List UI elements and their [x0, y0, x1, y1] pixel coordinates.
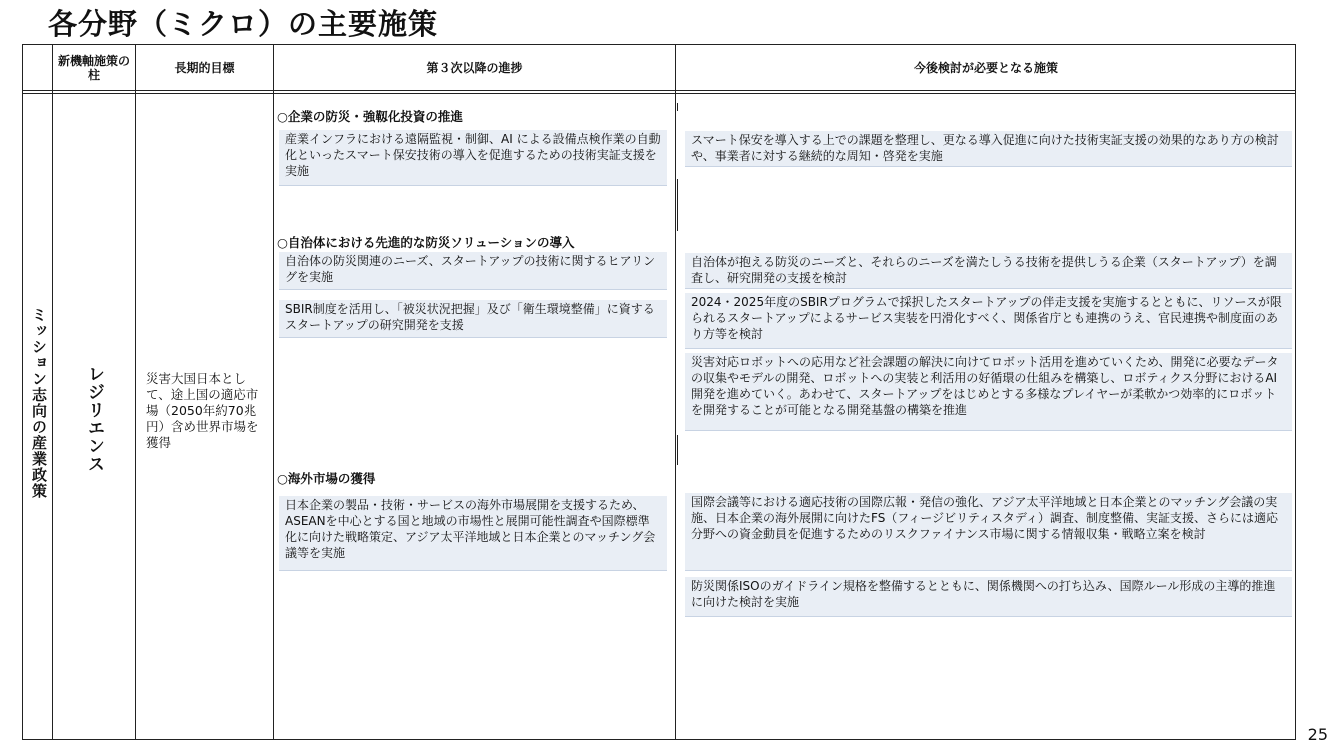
tick-mark	[677, 179, 678, 231]
future-item: 災害対応ロボットへの応用など社会課題の解決に向けてロボット活用を進めていくため、開発に必要なデータの収集やモデルの開発、ロボットへの実装と利活用の好循環の仕組みを構築し、ロボティクス分野におけるAI開発を進めていく。あわせて、スタートアップをはじめとする多様なプレイヤーが柔軟かつ効率的にロボットを開発することが可能となる開発基盤の構築を推進	[685, 353, 1292, 431]
pillar-label: レジリエンス	[84, 365, 104, 473]
page-number: 25	[1307, 725, 1328, 744]
col-divider	[52, 45, 53, 739]
section-title: ○自治体における先進的な防災ソリューションの導入	[277, 235, 575, 250]
section-title: ○企業の防災・強靱化投資の推進	[277, 109, 463, 124]
col-divider	[273, 45, 274, 739]
header-divider	[23, 93, 1295, 94]
progress-item: 自治体の防災関連のニーズ、スタートアップの技術に関するヒアリングを実施	[279, 252, 667, 290]
future-item: スマート保安を導入する上での課題を整理し、更なる導入促進に向けた技術実証支援の効果的なあり方の検討や、事業者に対する継続的な周知・啓発を実施	[685, 131, 1292, 167]
page-title: 各分野（ミクロ）の主要施策	[48, 7, 439, 41]
future-item: 2024・2025年度のSBIRプログラムで採択したスタートアップの伴走支援を実施するとともに、リソースが限られるスタートアップによるサービス実装を円滑化すべく、関係省庁とも連携のうえ、官民連携や制度面のあり方等を検討	[685, 293, 1292, 349]
long-term-goal: 災害大国日本として、途上国の適応市場（2050年約70兆円）含め世界市場を獲得	[146, 371, 259, 450]
future-item: 防災関係ISOのガイドライン規格を整備するとともに、関係機関への打ち込み、国際ルール形成の主導的推進に向けた検討を実施	[685, 577, 1292, 617]
col-divider	[135, 45, 136, 739]
mission-label: ミッション志向の産業政策	[30, 307, 48, 499]
section-title: ○海外市場の獲得	[277, 471, 376, 486]
tick-mark	[677, 103, 678, 111]
header-goal: 長期的目標	[174, 60, 235, 75]
progress-item: SBIR制度を活用し、「被災状況把握」及び「衛生環境整備」に資するスタートアップの研究開発を支援	[279, 300, 667, 338]
tick-mark	[677, 435, 678, 465]
header-progress: 第３次以降の進捗	[426, 60, 523, 75]
header-future: 今後検討が必要となる施策	[913, 60, 1058, 75]
future-item: 自治体が抱える防災のニーズと、それらのニーズを満たしうる技術を提供しうる企業（スタートアップ）を調査し、研究開発の支援を検討	[685, 253, 1292, 289]
policy-table	[22, 44, 1296, 740]
header-pillar: 新機軸施策の柱	[57, 53, 130, 82]
progress-item: 産業インフラにおける遠隔監視・制御、AI による設備点検作業の自動化といったスマート保安技術の導入を促進するための技術実証支援を実施	[279, 130, 667, 186]
future-item: 国際会議等における適応技術の国際広報・発信の強化、アジア太平洋地域と日本企業とのマッチング会議の実施、日本企業の海外展開に向けたFS（フィージビリティスタディ）調査、制度整備、実証支援、さらには適応分野への資金動員を促進するためのリスクファイナンス市場に関する情報収集・戦略立案を検討	[685, 493, 1292, 571]
col-divider	[675, 45, 676, 739]
progress-item: 日本企業の製品・技術・サービスの海外市場展開を支援するため、ASEANを中心とする国と地域の市場性と展開可能性調査や国際標準化に向けた戦略策定、アジア太平洋地域と日本企業とのマッチング会議等を実施	[279, 496, 667, 571]
header-divider	[23, 90, 1295, 91]
